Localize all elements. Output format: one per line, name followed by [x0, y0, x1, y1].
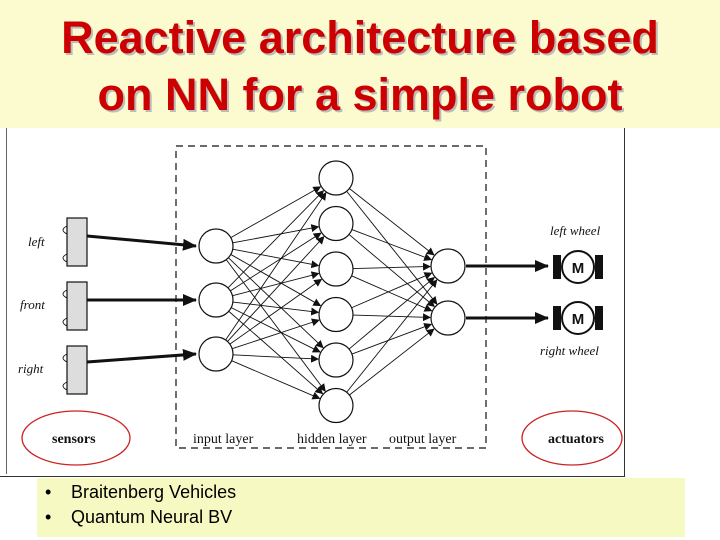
connection-arrow: [226, 193, 326, 340]
label-input-layer: input layer: [193, 432, 254, 447]
connection-arrow: [226, 260, 325, 392]
output-node: [431, 301, 465, 335]
input-node: [199, 283, 233, 317]
connection-arrow: [231, 308, 320, 352]
connection-arrow: [228, 191, 323, 288]
connection-arrow: [233, 355, 318, 359]
input-node: [199, 229, 233, 263]
connection-arrow: [353, 266, 430, 268]
sensor-label-front: front: [20, 297, 45, 312]
connection-arrow: [352, 324, 431, 354]
motor-label-left: M: [571, 260, 585, 277]
slide-title-line-2: on NN for a simple robot: [97, 69, 623, 120]
connection-arrow: [231, 187, 321, 238]
label-actuators: actuators: [548, 432, 604, 447]
hidden-node: [319, 343, 353, 377]
bullet-text: Quantum Neural BV: [71, 507, 233, 527]
bullet-item: • Quantum Neural BV: [45, 507, 233, 527]
label-output-layer: output layer: [389, 432, 457, 447]
sensor-label-right: right: [18, 361, 44, 376]
sensor-label-left: left: [28, 234, 45, 249]
motor-left: [553, 251, 603, 283]
input-hidden-connections: [226, 187, 326, 399]
bullet-item: • Braitenberg Vehicles: [45, 482, 237, 502]
label-sensors: sensors: [52, 432, 96, 447]
connection-arrow: [352, 230, 431, 260]
connection-arrow: [352, 276, 432, 311]
motor-right: [553, 302, 603, 334]
bullet-text: Braitenberg Vehicles: [71, 482, 237, 502]
label-hidden-layer: hidden layer: [297, 432, 367, 447]
input-node: [199, 337, 233, 371]
motor-label-right: M: [571, 311, 585, 328]
wheel-label-right: right wheel: [540, 343, 599, 358]
hidden-output-connections: [347, 189, 437, 396]
hidden-node: [319, 161, 353, 195]
output-node: [431, 249, 465, 283]
hidden-node: [319, 298, 353, 332]
connection-arrow: [347, 280, 437, 392]
connection-arrow: [353, 315, 430, 317]
slide-title-line-1: Reactive architecture based: [61, 12, 659, 63]
hidden-node: [319, 252, 353, 286]
hidden-node: [319, 207, 353, 241]
wheel-label-left: left wheel: [550, 223, 601, 238]
bullet-box: [37, 478, 685, 537]
hidden-node: [319, 389, 353, 423]
network-nodes: [199, 161, 465, 423]
